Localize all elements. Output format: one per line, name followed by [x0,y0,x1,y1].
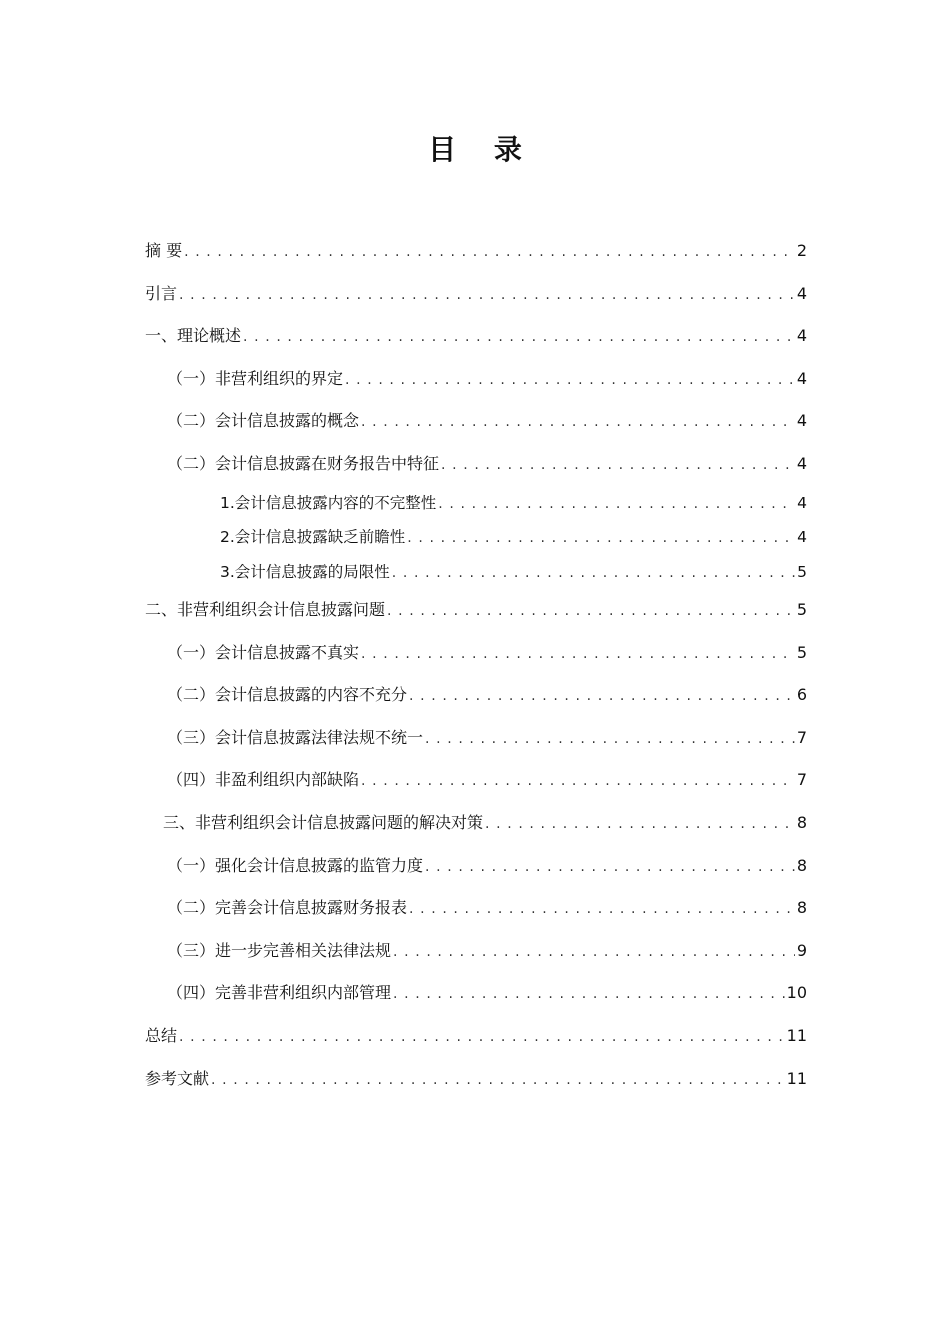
toc-dot-leader [438,487,795,522]
toc-dot-leader [184,231,795,274]
toc-entry-title: 2.会计信息披露缺乏前瞻性 [220,528,406,547]
toc-entry-title: （四）完善非营利组织内部管理 [167,983,392,1003]
toc-entry[interactable] [145,759,807,802]
toc-dot-leader [409,888,795,931]
toc-dot-leader [425,846,795,889]
toc-dot-leader [441,444,795,487]
toc-entry[interactable] [145,358,807,401]
toc-entry-title: （二）完善会计信息披露财务报表 [167,898,408,918]
toc-entry[interactable] [145,717,807,760]
toc-dot-leader [407,521,795,556]
toc-entry[interactable] [145,1015,807,1058]
toc-dot-leader [345,359,795,402]
toc-entry[interactable] [145,632,807,675]
toc-page-number: 8 [796,898,807,918]
toc-dot-leader [211,1059,785,1102]
toc-entry[interactable] [145,589,807,632]
toc-entry[interactable] [145,845,807,888]
toc-page-number: 5 [796,642,807,662]
toc-page-number: 7 [796,727,807,747]
toc-entry-title: （一）非营利组织的界定 [167,368,344,388]
toc-entry-title: 参考文献 [145,1068,210,1088]
toc-entry-title: （二）会计信息披露的内容不充分 [167,685,408,705]
toc-dot-leader [393,973,785,1016]
toc-entry-title: 三、非营利组织会计信息披露问题的解决对策 [163,813,484,833]
toc-page-number: 5 [797,562,807,581]
toc-entry-title: 1.会计信息披露内容的不完整性 [220,493,437,512]
toc-entry[interactable] [145,273,807,316]
toc-entry[interactable] [145,443,807,486]
toc-entry-title: （三）会计信息披露法律法规不统一 [167,727,424,747]
toc-entry-title: 总结 [145,1026,178,1045]
toc-entry-title: （四）非盈利组织内部缺陷 [167,770,360,790]
toc-entry-title: （三）进一步完善相关法律法规 [167,940,392,960]
toc-entry-title: （一）会计信息披露不真实 [167,642,360,662]
toc-entry-title: （二）会计信息披露在财务报告中特征 [167,453,440,473]
toc-page-number: 5 [796,600,807,620]
toc-entry-title: 摘 要 [145,241,183,260]
toc-entry[interactable] [145,1058,807,1101]
toc-entry-title: 3.会计信息披露的局限性 [220,562,390,581]
toc-entry[interactable] [145,400,807,443]
toc-page-number: 4 [796,326,807,346]
toc-list [145,230,807,1100]
toc-page-number: 6 [796,685,807,705]
toc-entry[interactable] [145,520,807,555]
toc-page-number: 4 [796,283,807,303]
toc-entry[interactable] [145,315,807,358]
toc-entry[interactable] [145,887,807,930]
toc-dot-leader [425,718,795,761]
toc-page-number: 2 [796,241,807,260]
toc-dot-leader [393,931,795,974]
toc-entry[interactable] [145,674,807,717]
toc-title: 目 录 [428,133,536,166]
toc-page-number: 10 [786,983,807,1003]
toc-entry[interactable] [145,230,807,273]
toc-page-number: 8 [796,855,807,875]
toc-page-number: 8 [796,813,807,833]
toc-dot-leader [179,1016,785,1059]
toc-entry-title: （一）强化会计信息披露的监管力度 [167,855,424,875]
toc-entry-title: （二）会计信息披露的概念 [167,411,360,431]
toc-page-number: 4 [797,528,807,547]
toc-page-number: 4 [796,368,807,388]
toc-dot-leader [392,556,795,591]
toc-page-number: 9 [796,940,807,960]
toc-dot-leader [409,675,795,718]
toc-dot-leader [361,760,795,803]
toc-page-number: 4 [796,453,807,473]
toc-dot-leader [387,590,795,633]
toc-entry[interactable] [145,486,807,521]
toc-dot-leader [243,316,795,359]
toc-entry-title: 一、理论概述 [145,326,242,346]
toc-page-number: 7 [796,770,807,790]
toc-entry-title: 二、非营利组织会计信息披露问题 [145,600,386,620]
toc-dot-leader [361,401,795,444]
toc-entry[interactable] [145,930,807,973]
toc-page-number: 11 [786,1026,807,1045]
toc-dot-leader [179,274,795,317]
toc-dot-leader [361,633,795,676]
toc-dot-leader [485,803,795,846]
toc-page-number: 4 [797,493,807,512]
toc-entry[interactable] [145,972,807,1015]
toc-page-number: 4 [796,411,807,431]
toc-entry[interactable] [145,555,807,590]
toc-page-number: 11 [786,1068,807,1088]
toc-entry-title: 引言 [145,283,178,303]
toc-entry[interactable] [145,802,807,845]
